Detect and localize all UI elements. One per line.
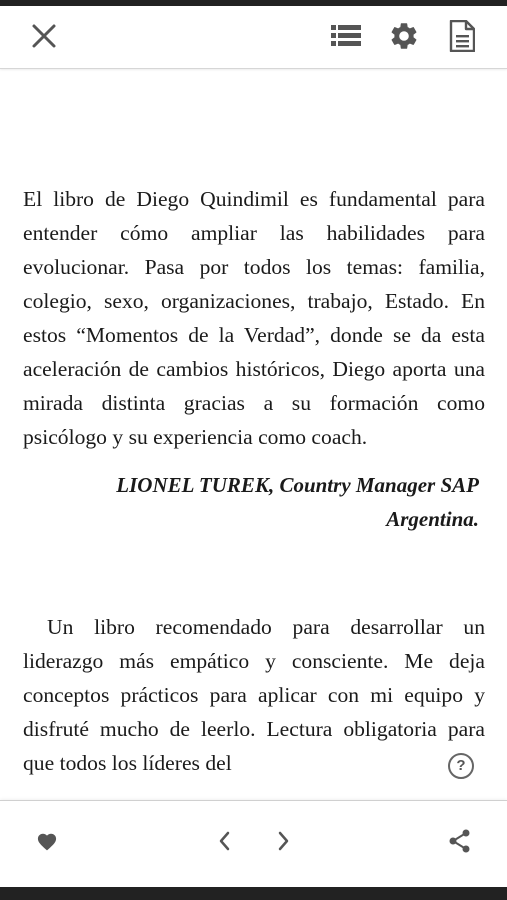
reader-content: [23, 182, 485, 802]
share-button[interactable]: [442, 823, 478, 859]
help-icon[interactable]: ?: [448, 753, 474, 779]
document-button[interactable]: [442, 16, 482, 56]
settings-button[interactable]: [384, 16, 424, 56]
close-button[interactable]: [24, 16, 64, 56]
top-toolbar: [0, 6, 507, 69]
gear-icon: [388, 20, 420, 52]
bottom-toolbar: [0, 800, 507, 888]
quote-line: Argentina.: [386, 507, 479, 531]
paragraph: Un libro recomendado para desarrollar un liderazgo más empático y consciente. Me deja conceptos prácticos para aplicar con mi equipo y disfruté mucho de leerlo. Lectura obligatoria para que todos los líderes del: [23, 615, 485, 775]
share-icon: [449, 829, 471, 853]
table-of-contents-button[interactable]: [326, 16, 366, 56]
paragraph: El libro de Diego Quindimil es fundamental para entender cómo ampliar las habilidades para evolucionar. Pasa por todos los temas: familia, colegio, sexo, organizaciones, trabajo, Estado. En estos “Momentos de la Verdad”, donde se da esta aceleración de cambios históricos, Diego aporta una mirada distinta gracias a su formación como psicólogo y su experiencia como coach.: [23, 187, 485, 449]
next-page-button[interactable]: [265, 823, 301, 859]
list-icon: [331, 23, 361, 49]
quote-attribution: [23, 468, 485, 536]
chevron-left-icon: [217, 830, 233, 852]
quote-line: LIONEL TUREK, Country Manager SAP: [116, 473, 479, 497]
document-icon: [449, 20, 475, 52]
navigation-strip: [0, 887, 507, 900]
previous-page-button[interactable]: [207, 823, 243, 859]
heart-icon: [36, 831, 58, 851]
chevron-right-icon: [275, 830, 291, 852]
favorite-button[interactable]: [29, 823, 65, 859]
close-icon: [31, 23, 57, 49]
